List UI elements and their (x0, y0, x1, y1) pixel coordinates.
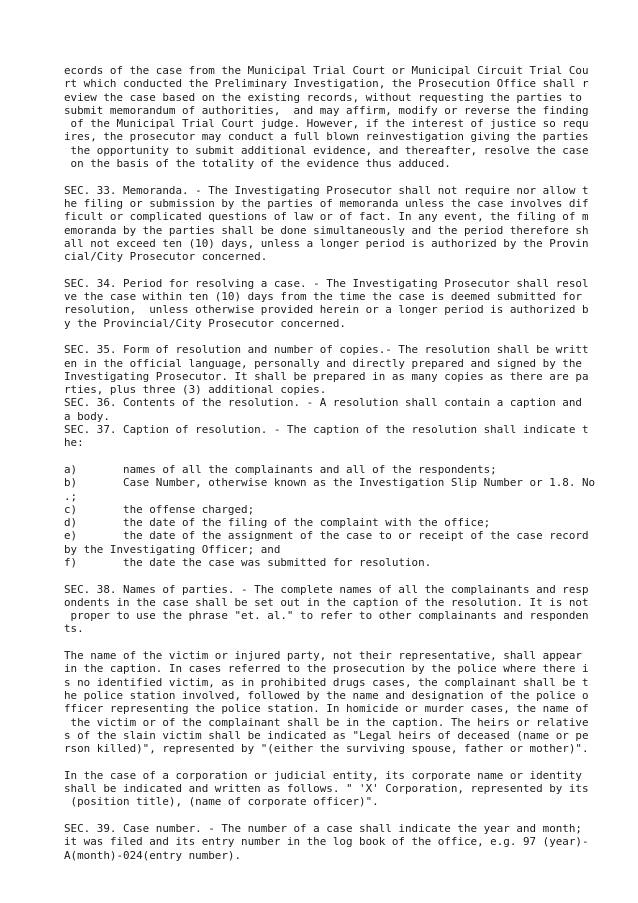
text-line: rt which conducted the Preliminary Investigation, the Prosecution Office shall r (64, 77, 589, 91)
text-line: ondents in the case shall be set out in the caption of the resolution. It is not (64, 595, 589, 609)
text-line: eview the case based on the existing records, without requesting the parties to (64, 90, 582, 104)
text-line: emoranda by the parties shall be done simultaneously and the period therefore sh (64, 223, 589, 237)
text-line: SEC. 34. Period for resolving a case. - The Investigating Prosecutor shall resol (64, 276, 589, 290)
text-line: Investigating Prosecutor. It shall be prepared in as many copies as there are pa (64, 369, 589, 383)
text-line: SEC. 33. Memoranda. - The Investigating Prosecutor shall not require nor allow t (64, 183, 589, 197)
text-line: y the Provincial/City Prosecutor concerned. (64, 316, 346, 330)
text-line: on the basis of the totality of the evidence thus adduced. (64, 157, 451, 171)
paragraph-gap (64, 569, 595, 582)
text-line: cial/City Prosecutor concerned. (64, 250, 268, 264)
paragraph (64, 463, 595, 569)
text-line: by the Investigating Officer; and (64, 542, 281, 556)
text-line: fficer representing the police station. In homicide or murder cases, the name of (64, 702, 589, 716)
text-line: In the case of a corporation or judicial entity, its corporate name or identity (64, 768, 582, 782)
text-line: shall be indicated and written as follows. " 'X' Corporation, represented by its (64, 782, 589, 796)
text-line: A(month)-024(entry number). (64, 848, 242, 862)
paragraph (64, 343, 595, 449)
text-line: of the Municipal Trial Court judge. However, if the interest of justice so requ (64, 117, 589, 131)
document-body (64, 64, 595, 862)
text-line: The name of the victim or injured party, not their representative, shall appear (64, 649, 582, 663)
paragraph (64, 583, 595, 636)
text-line: all not exceed ten (10) days, unless a longer period is authorized by the Provin (64, 236, 589, 250)
text-line: SEC. 38. Names of parties. - The complete names of all the complainants and resp (64, 582, 589, 596)
paragraph-gap (64, 755, 595, 768)
text-line: d) the date of the filing of the complaint with the office; (64, 516, 491, 530)
text-line: en in the official language, personally and directly prepared and signed by the (64, 356, 582, 370)
text-line: s no identified victim, as in prohibited drugs cases, the complainant shall be t (64, 675, 589, 689)
paragraph (64, 822, 595, 862)
text-line: he police station involved, followed by the name and designation of the police o (64, 688, 589, 702)
paragraph (64, 769, 595, 809)
paragraph (64, 649, 595, 755)
text-line: b) Case Number, otherwise known as the Investigation Slip Number or 1.8. No (64, 476, 596, 490)
text-line: e) the date of the assignment of the case to or receipt of the case record (64, 529, 589, 543)
text-line: it was filed and its entry number in the log book of the office, e.g. 97 (year)- (64, 835, 589, 849)
paragraph-gap (64, 809, 595, 822)
paragraph (64, 184, 595, 264)
text-line: f) the date the case was submitted for resolution. (64, 555, 432, 569)
text-line: in the caption. In cases referred to the prosecution by the police where there i (64, 662, 589, 676)
text-line: submit memorandum of authorities, and may affirm, modify or reverse the finding (64, 103, 589, 117)
text-line: ires, the prosecutor may conduct a full blown reinvestigation giving the parties (64, 130, 589, 144)
paragraph-gap (64, 263, 595, 276)
text-line: s of the slain victim shall be indicated as "Legal heirs of deceased (name or pe (64, 728, 589, 742)
text-line: the opportunity to submit additional evidence, and thereafter, resolve the case (64, 143, 589, 157)
text-line: SEC. 35. Form of resolution and number of copies.- The resolution shall be writt (64, 343, 589, 357)
text-line: he filing or submission by the parties of memoranda unless the case involves dif (64, 196, 589, 210)
text-line: ve the case within ten (10) days from the time the case is deemed submitted for (64, 290, 582, 304)
text-line: SEC. 39. Case number. - The number of a case shall indicate the year and month; (64, 821, 582, 835)
text-line: the victim or of the complainant shall be in the caption. The heirs or relative (64, 715, 589, 729)
text-line: proper to use the phrase "et. al." to refer to other complainants and responden (64, 609, 589, 623)
text-line: .; (64, 489, 78, 503)
text-line: resolution, unless otherwise provided herein or a longer period is authorized b (64, 303, 589, 317)
paragraph-gap (64, 170, 595, 183)
paragraph-gap (64, 450, 595, 463)
text-line: ecords of the case from the Municipal Trial Court or Municipal Circuit Trial Cou (64, 64, 589, 77)
paragraph (64, 64, 595, 170)
text-line: c) the offense charged; (64, 502, 255, 516)
paragraph-gap (64, 330, 595, 343)
paragraph-gap (64, 636, 595, 649)
paragraph (64, 277, 595, 330)
text-line: (position title), (name of corporate officer)". (64, 795, 379, 809)
text-line: rties, plus three (3) additional copies. (64, 383, 327, 397)
text-line: a body. (64, 409, 110, 423)
text-line: ficult or complicated questions of law or of fact. In any event, the filing of m (64, 210, 589, 224)
text-line: a) names of all the complainants and all of the respondents; (64, 462, 497, 476)
text-line: SEC. 36. Contents of the resolution. - A resolution shall contain a caption and (64, 396, 582, 410)
text-line: SEC. 37. Caption of resolution. - The caption of the resolution shall indicate t (64, 423, 589, 437)
text-line: ts. (64, 622, 84, 636)
text-line: rson killed)", represented by "(either the surviving spouse, father or mother)". (64, 742, 589, 756)
text-line: he: (64, 436, 84, 450)
